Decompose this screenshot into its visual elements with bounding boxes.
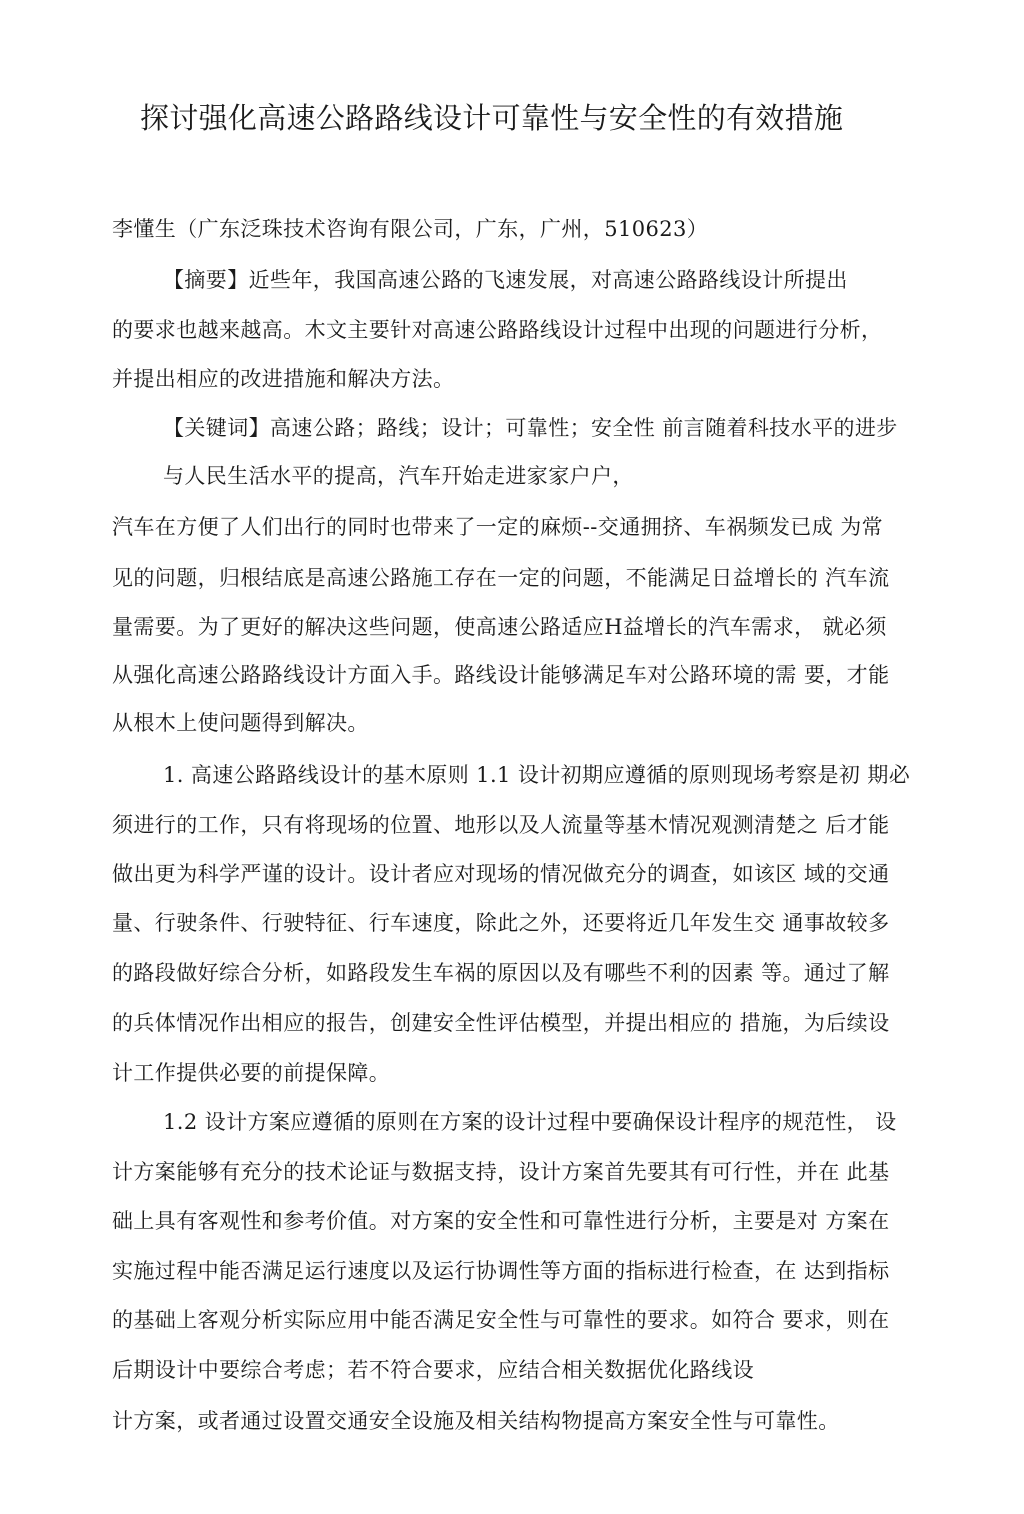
author-affiliation: 李懂生（广东泛珠技术咨询有限公司，广东，广州，510623）: [112, 217, 709, 241]
abstract-line: 【摘要】近些年，我国高速公路的飞速发展，对高速公路路线设计所提出: [163, 268, 848, 292]
document-title: 探讨强化高速公路路线设计可靠性与安全性的有效措施: [140, 101, 844, 135]
section-line: 须进行的工作，只有将现场的位置、地形以及人流量等基木情况观测清楚之 后才能: [112, 813, 890, 837]
paragraph-line: 量需要。为了更好的解决这些问题，使高速公路适应H益增长的汽车需求， 就必须: [112, 615, 887, 639]
paragraph-line: 汽车在方便了人们出行的同时也带来了一定的麻烦--交通拥挤、车祸频发已成 为常: [112, 515, 884, 539]
section-line: 计方案能够有充分的技术论证与数据支持，设计方案首先要其有可行性，并在 此基: [112, 1160, 890, 1184]
section-line: 做出更为科学严谨的设计。设计者应对现场的情况做充分的调查，如该区 域的交通: [112, 862, 890, 886]
section-line: 实施过程中能否满足运行速度以及运行协调性等方面的指标进行检查，在 达到指标: [112, 1259, 890, 1283]
section-line: 1. 高速公路路线设计的基木原则 1.1 设计初期应遵循的原则现场考察是初 期必: [163, 763, 911, 787]
section-line: 础上具有客观性和参考价值。对方案的安全性和可靠性进行分析，主要是对 方案在: [112, 1209, 890, 1233]
section-line: 的路段做好综合分析，如路段发生车祸的原因以及有哪些不利的因素 等。通过了解: [112, 961, 890, 985]
section-line: 的兵体情况作出相应的报告，创建安全性评估模型，并提出相应的 措施，为后续设: [112, 1011, 890, 1035]
section-line: 的基础上客观分析实际应用中能否满足安全性与可靠性的要求。如符合 要求，则在: [112, 1308, 890, 1332]
section-line: 量、行驶条件、行驶特征、行车速度，除此之外，还要将近几年发生交 通事故较多: [112, 911, 890, 935]
section-line: 计工作提供必要的前提保障。: [112, 1061, 391, 1085]
paragraph-line: 从强化高速公路路线设计方面入手。路线设计能够满足车对公路环境的需 要，才能: [112, 663, 890, 687]
paragraph-line: 从根木上使问题得到解决。: [112, 711, 369, 735]
abstract-line: 并提出相应的改进措施和解决方法。: [112, 367, 455, 391]
keywords-line: 【关键词】高速公路；路线；设计；可靠性；安全性 前言随着科技水平的进步: [163, 416, 898, 440]
abstract-line: 的要求也越来越高。木文主要针对高速公路路线设计过程中出现的问题进行分析，: [112, 318, 883, 342]
section-line: 后期设计中要综合考虑；若不符合要求，应结合相关数据优化路线设: [112, 1358, 754, 1382]
section-line: 1.2 设计方案应遵循的原则在方案的设计过程中要确保设计程序的规范性， 设: [163, 1110, 897, 1134]
keywords-line: 与人民生活水平的提高，汽车幵始走进家家户户，: [163, 464, 634, 488]
paragraph-line: 见的问题，归根结底是高速公路施工存在一定的问题，不能满足日益增长的 汽车流: [112, 566, 890, 590]
closing-line: 计方案，或者通过设置交通安全设施及相关结构物提高方案安全性与可靠性。: [112, 1409, 840, 1433]
